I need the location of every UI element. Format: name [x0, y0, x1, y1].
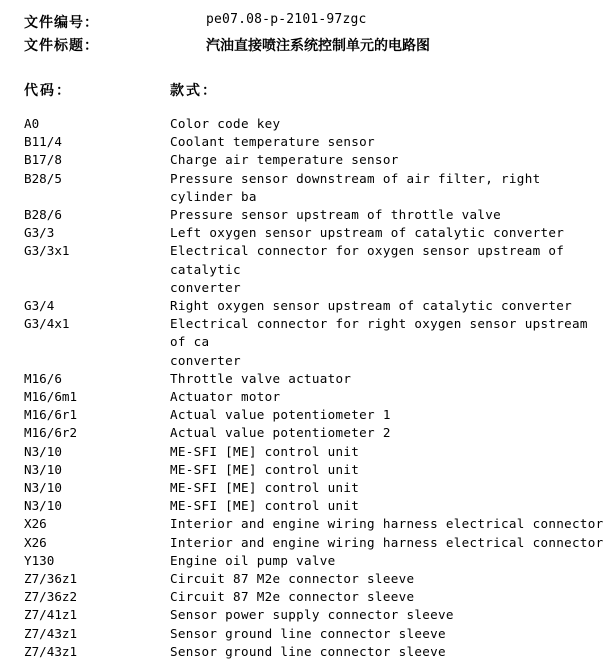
component-code: X26 [24, 516, 47, 532]
list-item [24, 242, 602, 297]
list-item [24, 115, 602, 133]
list-item [24, 479, 602, 497]
component-code: Y130 [24, 552, 55, 568]
component-code: G3/3 [24, 225, 55, 241]
component-description: ME-SFI [ME] control unit [170, 480, 360, 496]
doc-title-row [24, 35, 602, 55]
code-column-header: 代码： [24, 83, 72, 99]
component-description: Sensor ground line connector sleeve [170, 643, 446, 659]
component-description: Electrical connector for right oxygen sensor upstream of ca converter [170, 316, 588, 368]
component-code: Z7/43z1 [24, 643, 78, 659]
component-code: A0 [24, 116, 40, 131]
list-item [24, 515, 602, 533]
component-code: Z7/41z1 [24, 607, 78, 623]
component-description: Throttle valve actuator [170, 370, 352, 386]
list-item [24, 570, 602, 588]
component-description: Pressure sensor downstream of air filter, right cylinder ba [170, 170, 549, 204]
component-code: B28/5 [24, 170, 62, 186]
component-code: N3/10 [24, 461, 62, 477]
component-description: Sensor power supply connector sleeve [170, 607, 454, 623]
list-item [24, 424, 602, 442]
list-item [24, 461, 602, 479]
component-description: Actual value potentiometer 2 [170, 425, 391, 441]
list-item [24, 388, 602, 406]
component-code: G3/3x1 [24, 243, 70, 259]
component-description: Coolant temperature sensor [170, 134, 375, 150]
component-description: Pressure sensor upstream of throttle valve [170, 207, 502, 223]
list-item [24, 625, 602, 643]
doc-number-label: 文件编号： [24, 15, 99, 31]
list-item [24, 206, 602, 224]
component-code: B28/6 [24, 207, 62, 223]
component-code: M16/6 [24, 370, 62, 386]
list-item [24, 606, 602, 624]
component-code: M16/6m1 [24, 389, 78, 405]
component-code: N3/10 [24, 480, 62, 496]
component-description: ME-SFI [ME] control unit [170, 443, 360, 459]
list-item [24, 151, 602, 169]
list-item [24, 552, 602, 570]
list-item [24, 133, 602, 151]
list-item [24, 443, 602, 461]
component-code: N3/10 [24, 498, 62, 514]
component-description: Circuit 87 M2e connector sleeve [170, 589, 415, 605]
component-code: B17/8 [24, 152, 62, 168]
component-code: B11/4 [24, 134, 62, 150]
component-code: Z7/36z2 [24, 589, 78, 605]
component-description: Charge air temperature sensor [170, 152, 399, 168]
list-item [24, 588, 602, 606]
description-column-header: 款式： [170, 83, 218, 99]
component-code: M16/6r1 [24, 407, 78, 423]
column-headers [24, 80, 602, 102]
component-code: Z7/43z1 [24, 625, 78, 641]
component-description: Actuator motor [170, 389, 281, 405]
component-code: X26 [24, 534, 47, 550]
doc-number-value: pe07.08-p-2101-97zgc [206, 12, 367, 27]
component-code: G3/4x1 [24, 316, 70, 332]
component-description: Interior and engine wiring harness electrical connector [170, 516, 604, 532]
component-description: Interior and engine wiring harness electrical connector [170, 534, 604, 550]
component-description: Electrical connector for oxygen sensor upstream of catalytic converter [170, 243, 565, 295]
doc-title-value: 汽油直接喷注系统控制单元的电路图 [206, 38, 430, 54]
component-description: Engine oil pump valve [170, 552, 336, 568]
component-description: Color code key [170, 116, 281, 131]
list-item [24, 497, 602, 515]
component-description: Actual value potentiometer 1 [170, 407, 391, 423]
doc-title-label: 文件标题： [24, 38, 99, 54]
list-item [24, 224, 602, 242]
component-description: Sensor ground line connector sleeve [170, 625, 446, 641]
component-description: Left oxygen sensor upstream of catalytic converter [170, 225, 565, 241]
component-description: Circuit 87 M2e connector sleeve [170, 571, 415, 587]
component-description: Right oxygen sensor upstream of catalytic converter [170, 298, 572, 314]
component-code: M16/6r2 [24, 425, 78, 441]
component-code: Z7/36z1 [24, 571, 78, 587]
component-code: N3/10 [24, 443, 62, 459]
list-item [24, 297, 602, 315]
list-item [24, 406, 602, 424]
list-item [24, 534, 602, 552]
component-description: ME-SFI [ME] control unit [170, 461, 360, 477]
doc-number-row [24, 12, 602, 32]
component-list [24, 115, 602, 661]
component-description: ME-SFI [ME] control unit [170, 498, 360, 514]
list-item [24, 170, 602, 206]
list-item [24, 370, 602, 388]
component-code: G3/4 [24, 298, 55, 314]
list-item [24, 315, 602, 370]
list-item [24, 643, 602, 661]
